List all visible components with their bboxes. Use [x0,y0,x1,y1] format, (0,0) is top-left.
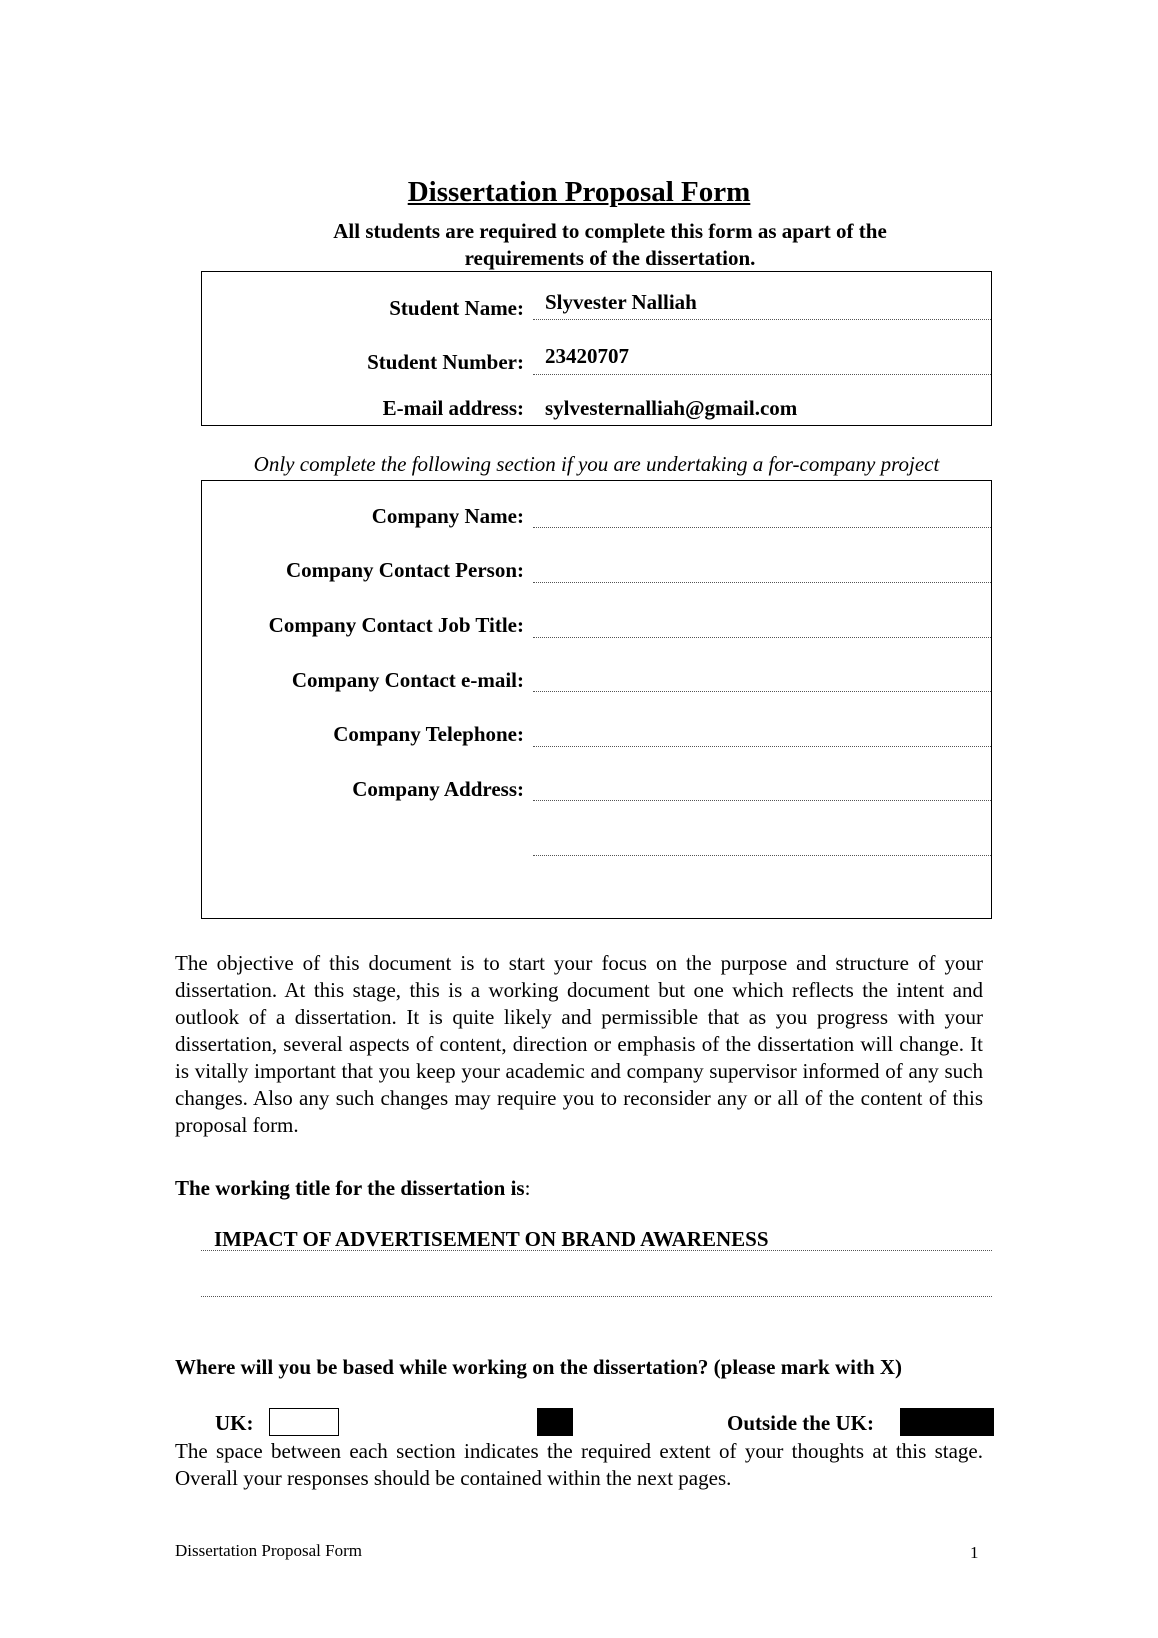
outside-uk-checkbox[interactable] [900,1408,994,1436]
company-section-note: Only complete the following section if you are undertaking a for-company project [253,452,940,476]
student-name-value[interactable]: Slyvester Nalliah [545,290,697,314]
company-details-box [201,480,992,919]
company-telephone-label: Company Telephone: [333,722,524,746]
student-name-label: Student Name: [389,296,524,320]
company-name-label: Company Name: [371,504,524,528]
company-contact-job-title-label: Company Contact Job Title: [268,613,524,637]
page-title: Dissertation Proposal Form [407,176,751,208]
company-contact-person-field[interactable] [533,582,991,583]
working-title-line-1 [201,1250,992,1251]
company-contact-email-field[interactable] [533,691,991,692]
student-number-value[interactable]: 23420707 [545,344,629,368]
objective-paragraph: The objective of this document is to start your focus on the purpose and structure of your dissertation. At this stage, this is a working document but one which reflects the intent and outlook of a dissertation. It is quite likely and permissible that as you progress with your dissertation, several aspects of content, direction or emphasis of the dissertation will change. It is vitally important that you keep your academic and company supervisor informed of any such changes. Also any such changes may require you to reconsider any or all of the content of this proposal form. [175,951,983,1137]
space-note: The space between each section indicates the required extent of your thoughts at this stage. Overall your responses should be contained within the next pages. [175,1439,983,1490]
company-contact-email-label: Company Contact e-mail: [291,668,524,692]
student-number-line [533,374,991,375]
uk-checkbox[interactable] [269,1408,339,1436]
redacted-block [537,1408,573,1436]
student-name-line [533,319,991,320]
working-title-label-text: The working title for the dissertation is [175,1176,525,1200]
outside-uk-label: Outside the UK: [727,1411,874,1435]
company-address-field-line-1[interactable] [533,800,991,801]
company-contact-person-label: Company Contact Person: [286,558,524,582]
email-label: E-mail address: [382,396,524,420]
email-value[interactable]: sylvesternalliah@gmail.com [545,396,798,420]
working-title-value[interactable]: IMPACT OF ADVERTISEMENT ON BRAND AWARENESS [214,1227,769,1251]
company-address-label: Company Address: [352,777,524,801]
page-number: 1 [970,1543,979,1562]
working-title-line-2[interactable] [201,1296,992,1297]
company-address-field-line-2[interactable] [533,855,991,856]
working-title-label [175,1176,530,1201]
footer-title: Dissertation Proposal Form [175,1541,362,1560]
company-telephone-field[interactable] [533,746,991,747]
form-instructions: All students are required to complete this form as apart of the requirements of the dissertation. [333,219,887,270]
student-number-label: Student Number: [367,350,524,374]
company-contact-job-title-field[interactable] [533,637,991,638]
company-name-field[interactable] [533,527,991,528]
working-title-colon: : [524,1176,531,1200]
uk-label: UK: [215,1411,254,1435]
location-question: Where will you be based while working on the dissertation? (please mark with X) [175,1355,903,1379]
